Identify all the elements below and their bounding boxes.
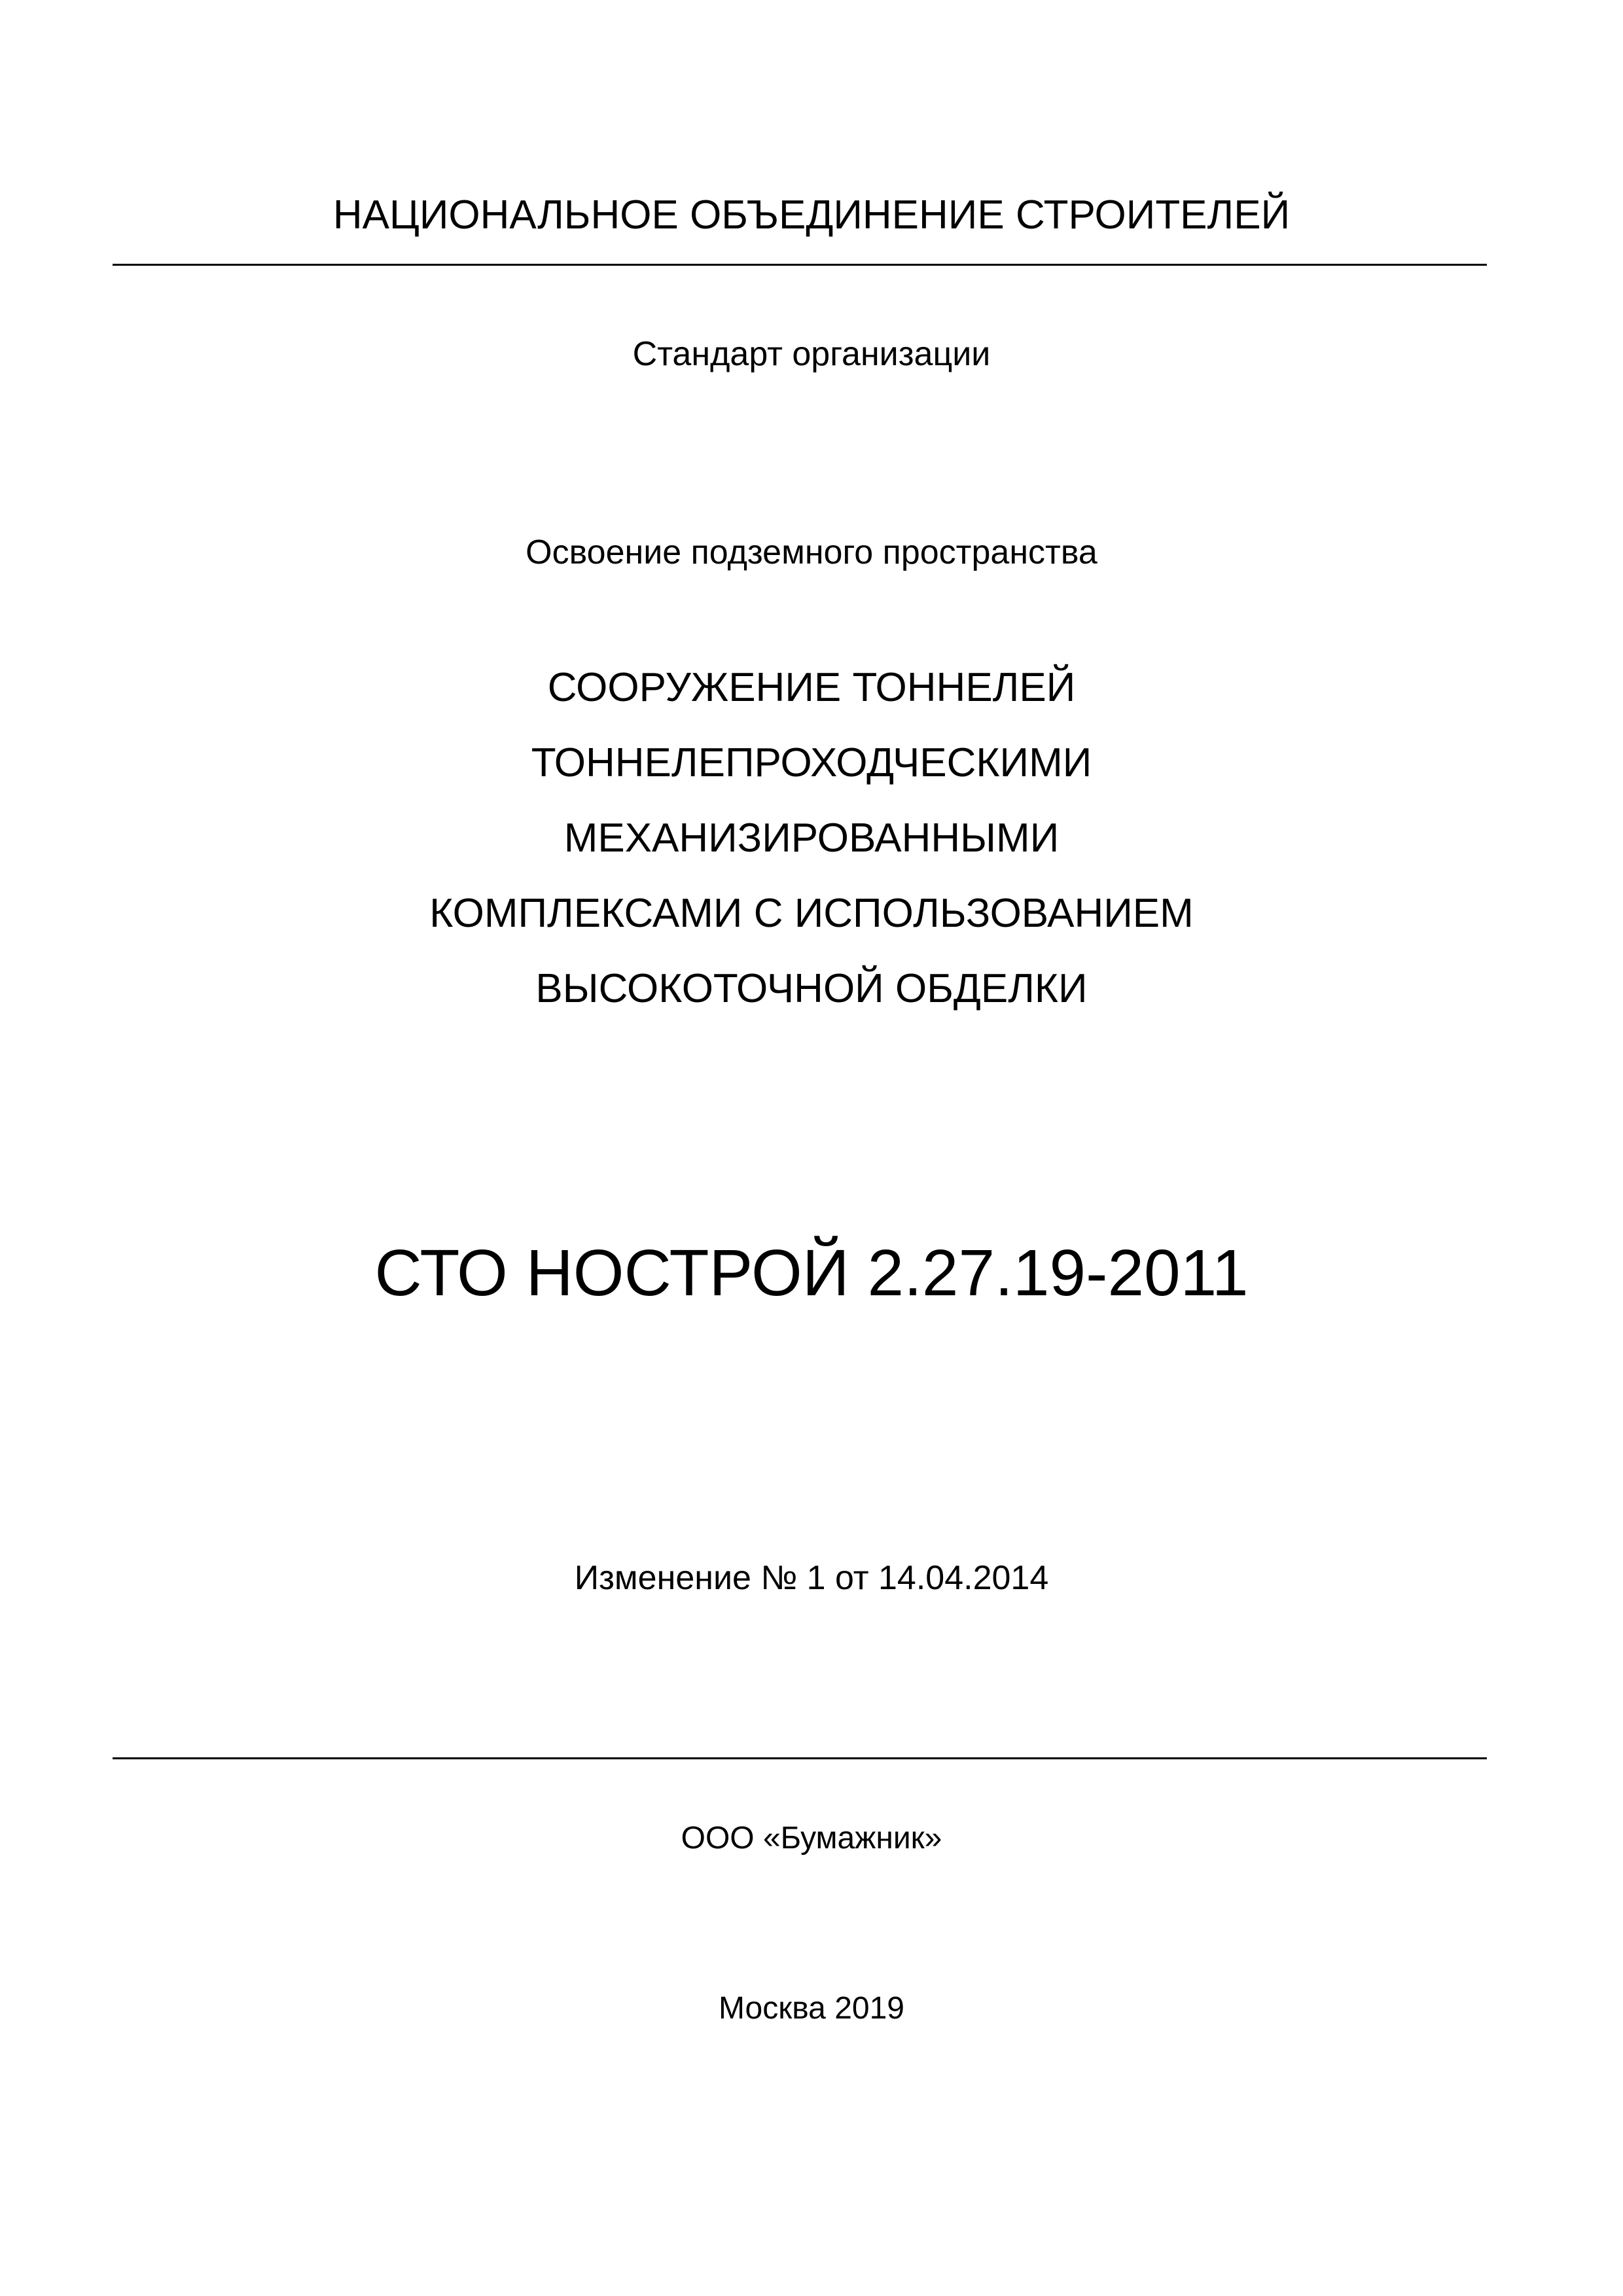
amendment-note: Изменение № 1 от 14.04.2014	[574, 1559, 1049, 1597]
title-line: ВЫСОКОТОЧНОЙ ОБДЕЛКИ	[535, 966, 1088, 1011]
organization-name: НАЦИОНАЛЬНОЕ ОБЪЕДИНЕНИЕ СТРОИТЕЛЕЙ	[332, 192, 1291, 238]
document-type: Стандарт организации	[632, 335, 991, 373]
title-line: СООРУЖЕНИЕ ТОННЕЛЕЙ	[547, 665, 1076, 710]
title-line: КОМПЛЕКСАМИ С ИСПОЛЬЗОВАНИЕМ	[429, 891, 1194, 936]
top-divider	[113, 264, 1487, 266]
title-line: ТОННЕЛЕПРОХОДЧЕСКИМИ	[531, 740, 1092, 785]
bottom-divider	[113, 1757, 1487, 1759]
standard-designation: СТО НОСТРОЙ 2.27.19-2011	[374, 1236, 1249, 1310]
series-title: Освоение подземного пространства	[526, 533, 1097, 571]
publisher-name: ООО «Бумажник»	[681, 1821, 942, 1856]
city-year: Москва 2019	[719, 1991, 904, 2026]
title-line: МЕХАНИЗИРОВАННЫМИ	[563, 816, 1060, 861]
